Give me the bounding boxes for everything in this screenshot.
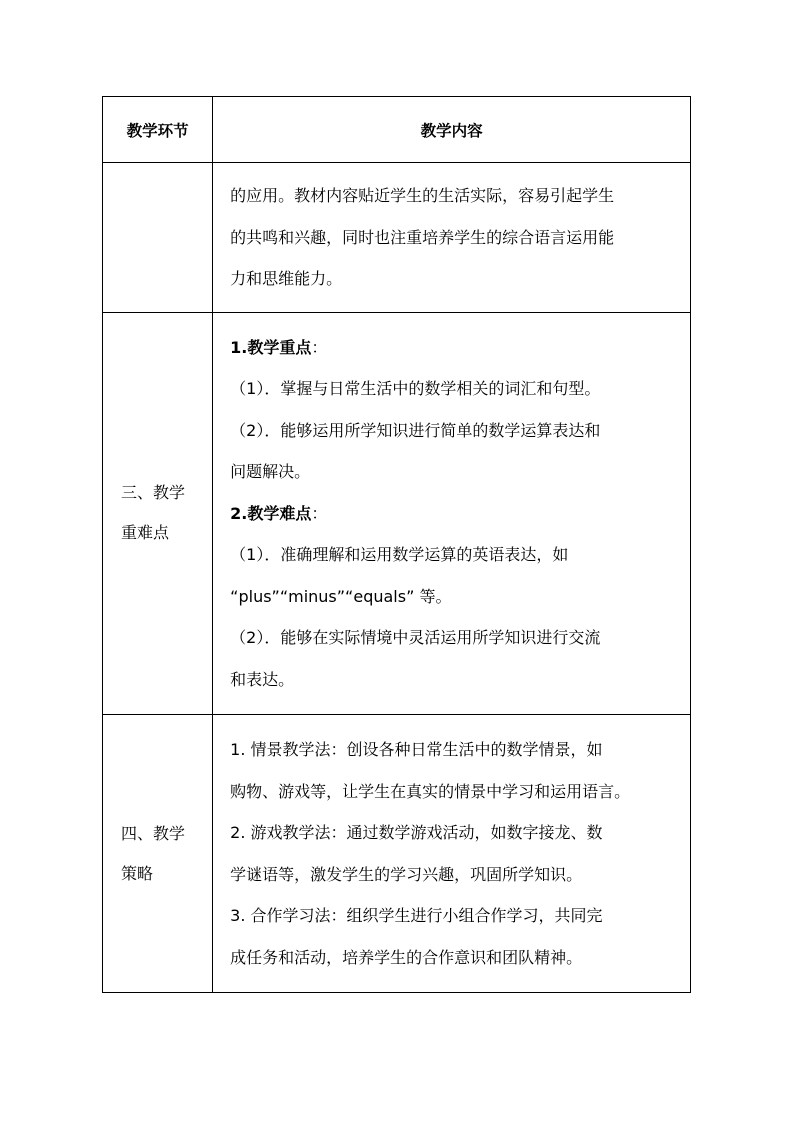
- content-line: 3. 合作学习法：组织学生进行小组合作学习，共同完: [230, 906, 603, 925]
- heading-colon: ：: [311, 503, 328, 523]
- content-line: 2. 游戏教学法：通过数学游戏活动，如数字接龙、数: [230, 823, 603, 842]
- header-teaching-stage: 教学环节: [103, 97, 213, 163]
- content-line: 问题解决。: [230, 462, 311, 481]
- content-line: （2）．能够在实际情境中灵活运用所学知识进行交流: [230, 628, 601, 647]
- heading-colon: ：: [311, 337, 328, 357]
- row-label-line: 重难点: [121, 523, 170, 543]
- content-line: “plus”“minus”“equals” 等。: [230, 586, 452, 606]
- content-line: （1）．准确理解和运用数学运算的英语表达，如: [230, 545, 569, 564]
- table-row: [103, 163, 691, 313]
- content-line: 和表达。: [230, 669, 295, 689]
- table-row: [103, 312, 691, 715]
- content-line: （1）．掌握与日常生活中的数学相关的词汇和句型。: [230, 379, 601, 398]
- content-cell: [213, 715, 691, 993]
- row-label-line: 三、教学: [121, 483, 186, 503]
- heading-bold-text: 2.教学难点: [230, 503, 312, 523]
- content-line: 的共鸣和兴趣，同时也注重培养学生的综合语言运用能: [230, 227, 615, 247]
- section-heading: [230, 327, 676, 369]
- content-line: 学谜语等，激发学生的学习兴趣，巩固所学知识。: [230, 864, 583, 884]
- content-line: 购物、游戏等，让学生在真实的情景中学习和运用语言。: [230, 781, 631, 801]
- lesson-plan-table: [102, 96, 691, 993]
- content-cell: [213, 163, 691, 313]
- table-row: [103, 715, 691, 993]
- row-label: [103, 312, 213, 715]
- heading-bold-text: 1.教学重点: [230, 337, 312, 357]
- content-cell: [213, 312, 691, 715]
- row-label-empty: [103, 163, 213, 313]
- content-line: （2）．能够运用所学知识进行简单的数学运算表达和: [230, 420, 601, 440]
- row-label-line: 策略: [121, 863, 154, 883]
- row-label-line: 四、教学: [121, 823, 186, 843]
- row-label: [103, 715, 213, 993]
- section-heading: [230, 493, 676, 535]
- content-line: 1. 情景教学法：创设各种日常生活中的数学情景，如: [230, 740, 603, 759]
- content-line: 的应用。教材内容贴近学生的生活实际，容易引起学生: [230, 186, 615, 205]
- header-teaching-content: 教学内容: [213, 97, 691, 163]
- content-line: 力和思维能力。: [230, 269, 343, 288]
- table-header-row: [103, 97, 691, 163]
- content-line: 成任务和活动，培养学生的合作意识和团队精神。: [230, 947, 583, 967]
